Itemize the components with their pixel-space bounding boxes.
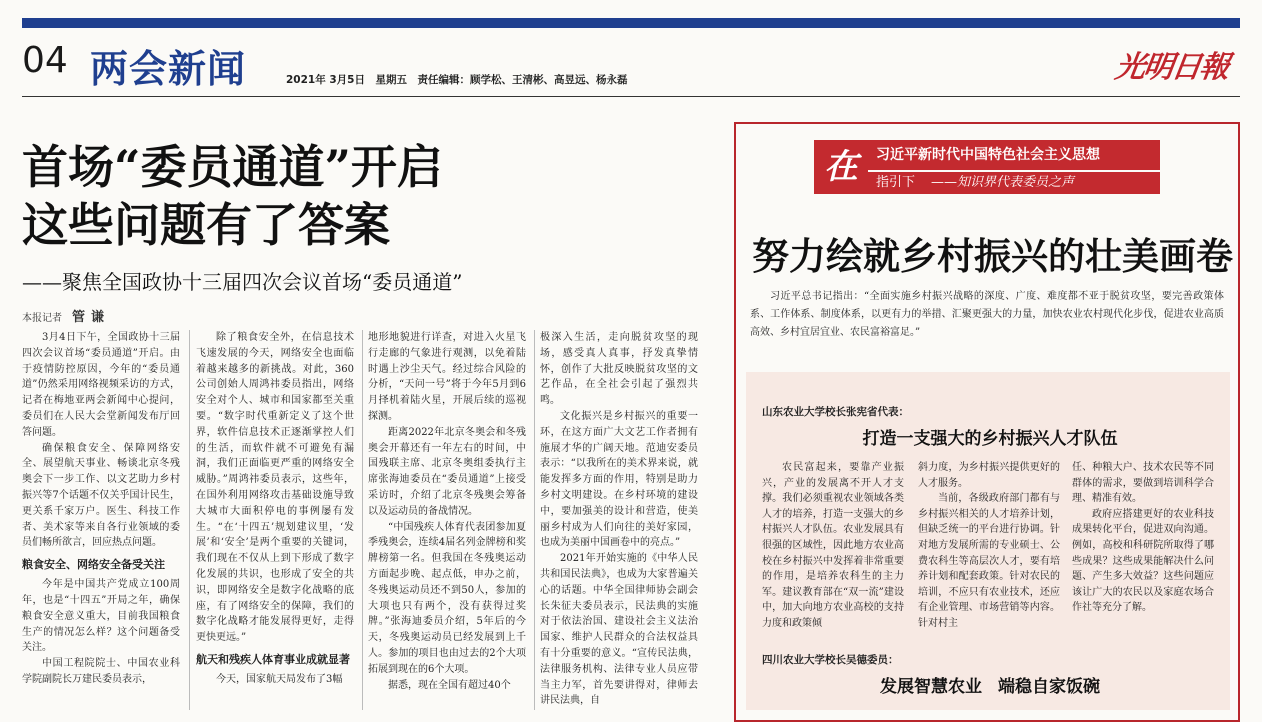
section-heading: 粮食安全、网络安全备受关注 [22,558,165,572]
paragraph: 文化振兴是乡村振兴的重要一环，在这方面广大文艺工作者拥有施展才华的广阔天地。范迪安委员表示：“以我所在的美术界来说，就能发挥多方面的作用，特别是助力乡村文明建设。在乡村环境的建设中，要加强美的设计和营造，使美丽乡村成为人们向往的美好家园，也成为美丽中国画卷中的亮点。” [540,410,698,549]
article-subhead: ——聚焦全国政协十三届四次会议首场“委员通道” [22,270,463,294]
column-divider [362,330,363,710]
article-column-4 [540,330,698,709]
paragraph: 极深入生活，走向脱贫攻坚的现场，感受真人真事，抒发真挚情怀，创作了大批反映脱贫攻坚的文艺作品，在全社会引起了强烈共鸣。 [540,332,698,407]
paragraph: 据悉，现在全国有超过40个 [388,679,511,691]
masthead-divider [22,96,1240,97]
newspaper-logo: 光明日報 [1113,50,1230,85]
speaker-label: 山东农业大学校长张宪省代表： [762,406,909,418]
paragraph: 地形地貌进行详查，对进入火星飞行走廊的气象进行观测，以免着陆时遇上沙尘天气。经过综合风险的分析，“天问一号”将于今年5月到6月择机着陆火星，开展后续的巡视探测。 [368,332,526,422]
speech-title-2a: 发展智慧农业 [880,677,982,697]
column-divider [189,330,190,710]
section-heading: 航天和残疾人体育事业成就显著 [196,652,350,666]
speech-title: 打造一支强大的乡村振兴人才队伍 [862,429,1118,449]
feature-column-3 [1072,460,1214,616]
paragraph: 今年是中国共产党成立100周年，也是“十四五”开局之年，确保粮食安全意义重大，目前我国粮食生产的情况怎么样？这个问题备受关注。 [22,579,180,654]
byline-label: 本报记者 [22,313,62,324]
paragraph: 确保粮食安全、保障网络安全、展望航天事业、畅谈北京冬残奥会下一步工作、以文艺助力乡村振兴等7个话题不仅关乎国计民生，更关系千家万户。医生、科技工作者、美术家等来自各行业领域的委员们畅所欲言，回应热点问题。 [22,442,180,549]
paragraph: 政府应搭建更好的农业科技成果转化平台，促进双向沟通。例如，高校和科研院所取得了哪些成果？这些成果能解决什么问题、产生多大效益？这些问题应该让广大的农民以及家庭农场合作社等充分了解。 [1072,508,1214,614]
section-title: 两会新闻 [90,46,247,91]
banner-badge: 在 [814,140,868,194]
paragraph: 任、种粮大户、技术农民等不同群体的需求，要做到培训科学合理、精准有效。 [1072,462,1214,505]
column-divider [534,330,535,710]
paragraph: 今天，国家航天局发布了3幅 [216,673,343,685]
paragraph: 当前，各级政府部门都有与乡村振兴相关的人才培养计划，但缺乏统一的平台进行协调。针对地方发展所需的专业硕士、公费农科生等高层次人才，要有培养计划和配套政策。针对农民的培训，不应只有农业技术，还应有企业管理、市场营销等内容。针对村主 [918,493,1060,629]
headline-line-1: 首场“委员通道”开启 [22,140,443,194]
paragraph: “中国残疾人体育代表团参加夏季残奥会，连续4届名列金牌榜和奖牌榜第一名。但我国在冬残奥运动方面起步晚、起点低，申办之前，冬残奥运动员还不到50人，参加的大项也只有两个，没有获得过奖牌。”张海迪委员介绍，5年后的今天，冬残奥运动员已经发展到上千人。参加的项目也由过去的2个大项拓展到现在的6个大项。 [368,521,526,675]
paragraph: 中国工程院院士、中国农业科学院副院长万建民委员表示， [22,658,180,685]
feature-banner [814,140,1160,194]
speech-title-2 [762,672,1218,697]
article-headline [22,138,443,254]
byline [22,306,110,325]
article-column-1 [22,330,180,688]
top-rule [22,18,1240,28]
paragraph: 斜力度，为乡村振兴提供更好的人才服务。 [918,462,1060,489]
feature-column-2 [918,460,1060,632]
page-number: 04 [22,40,68,81]
dateline: 2021年 3月5日 星期五 责任编辑：顾学松、王清彬、高昱远、杨永磊 [286,74,628,86]
article-column-2 [196,330,354,688]
banner-subtitle-b: ——知识界代表委员之声 [931,175,1075,190]
paragraph: 3月4日下午，全国政协十三届四次会议首场“委员通道”开启。由于疫情防控原因，今年的“委员通道”仍然采用网络视频采访的方式，记者在梅地亚两会新闻中心提问，委员们在人民大会堂新闻发布厅回答问题。 [22,332,180,438]
paragraph: 2021年开始实施的《中华人民共和国民法典》，也成为大家普遍关心的话题。中华全国律师协会副会长朱征夫委员表示，民法典的实施对于依法治国、建设社会主义法治国家、维护人民群众的合法权益具有十分重要的意义。“宣传民法典，法律服务机构、法律专业人员应带当主力军，首先要讲得对，律师去讲民法典，自 [540,553,698,707]
banner-title: 习近平新时代中国特色社会主义思想 [868,140,1160,170]
paragraph: 距离2022年北京冬奥会和冬残奥会开幕还有一年左右的时间，中国残联主席、北京冬奥组委执行主席张海迪委员在“委员通道”上接受采访时，介绍了北京冬残奥会筹备以及运动员的备战情况。 [368,426,526,517]
paragraph: 除了粮食安全外，在信息技术飞速发展的今天，网络安全也面临着越来越多的新挑战。对此，360公司创始人周鸿祎委员指出，网络安全对个人、城市和国家都至关重要。“数字时代重新定义了这个世界，软件信息技术正逐渐掌控人们的生活，而软件就不可避免有漏洞，我们正面临更严重的网络安全威胁。”周鸿祎委员表示，这些年，在国外利用网络攻击基础设施导致大城市大面积停电的事例屡有发生。“在‘十四五’规划建议里，‘发展’和‘安全’是两个重要的关键词，我们现在不仅从上到下形成了数字化发展的共识，也形成了安全的共识，即网络安全是数字化战略的底座，有了网络安全的保障，我们的数字化战略才能发展得更好，走得更快更远。” [196,332,354,644]
feature-intro: 习近平总书记指出：“全面实施乡村振兴战略的深度、广度、难度都不亚于脱贫攻坚，要完善政策体系、工作体系、制度体系，以更有力的举措、汇聚更强大的力量，加快农业农村现代化步伐，促进农业高质高效、乡村宜居宜业、农民富裕富足。” [750,291,1224,338]
speaker-label-2: 四川农业大学校长吴德委员： [762,654,899,666]
byline-name: 管谦 [72,310,111,325]
paragraph: 农民富起来，要靠产业振兴，产业的发展离不开人才支撑。我们必须重视农业领域各类人才的培养，打造一支强大的乡村振兴人才队伍。农业发展具有很强的区域性，因此地方农业高校在乡村振兴中发挥着非常重要的作用，是培养农科生的主力军。建议教育部在“双一流”建设中，加大向地方农业高校的支持力度和政策倾 [762,462,904,629]
banner-subtitle [868,172,1160,194]
feature-column-1 [762,460,904,632]
feature-title: 努力绘就乡村振兴的壮美画卷 [752,234,1233,278]
article-column-3 [368,330,526,693]
speech-title-2b: 端稳自家饭碗 [998,677,1100,697]
banner-subtitle-a: 指引下 [876,175,916,190]
headline-line-2: 这些问题有了答案 [22,198,390,252]
